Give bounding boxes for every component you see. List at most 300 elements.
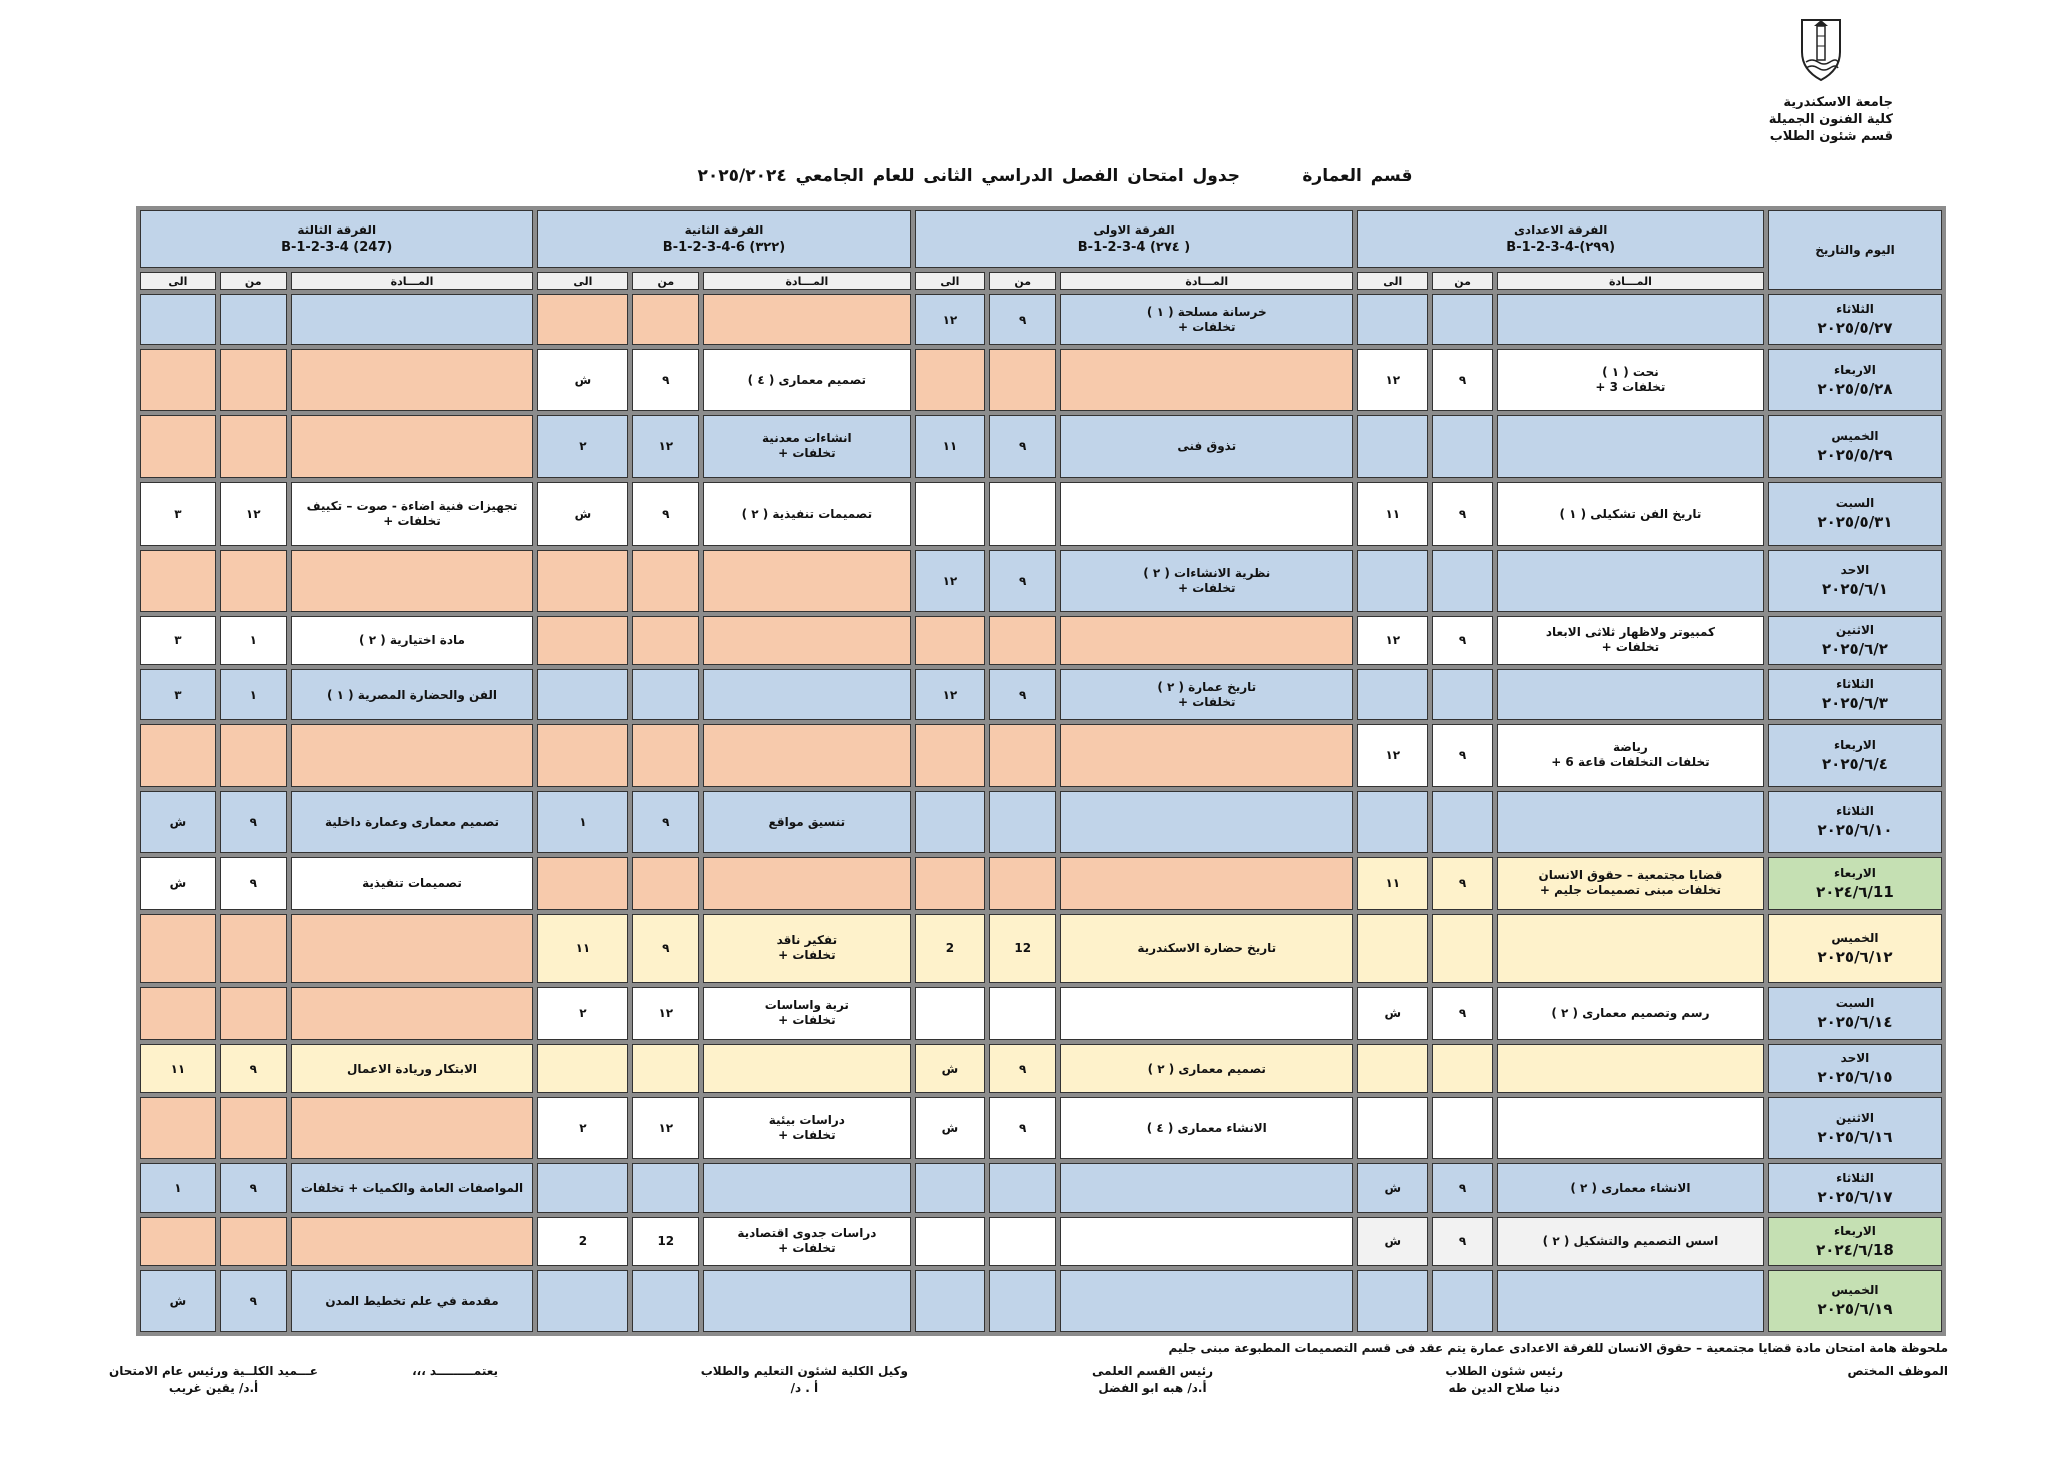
signature-title: الموظف المختص — [1847, 1364, 1948, 1378]
exam-subject — [1060, 1163, 1353, 1212]
exam-to — [1357, 415, 1428, 477]
exam-from — [1432, 294, 1493, 345]
group-name: الفرقة الثالثة — [297, 223, 377, 237]
schedule-row — [140, 1270, 1942, 1332]
subject-line: + تخلفات — [1178, 694, 1236, 709]
exam-subject — [1497, 857, 1764, 911]
exam-from — [989, 724, 1056, 786]
day-name: الخميس — [1831, 428, 1879, 443]
exam-subject — [1060, 550, 1353, 612]
col-to: الى — [1357, 272, 1428, 290]
schedule-body — [140, 294, 1942, 1332]
col-from: من — [989, 272, 1056, 290]
exam-from — [1432, 1097, 1493, 1159]
exam-subject: تاريخ حضارة الاسكندرية — [1060, 914, 1353, 983]
exam-from — [632, 669, 699, 720]
subject-line: + تخلفات — [778, 1241, 836, 1256]
exam-to: ١٢ — [915, 550, 986, 612]
exam-to: ١٢ — [915, 294, 986, 345]
exam-subject: الفن والحضارة المصرية ( ١ ) — [291, 669, 534, 720]
exam-to — [915, 349, 986, 411]
exam-date: ٢٠٢٥/٥/٢٧ — [1817, 319, 1893, 338]
exam-subject: تصميم معمارى وعمارة داخلية — [291, 791, 534, 853]
exam-subject: مادة اختيارية ( ٢ ) — [291, 616, 534, 665]
day-date-header: اليوم والتاريخ — [1768, 210, 1942, 290]
exam-to — [537, 294, 628, 345]
exam-from: ١ — [220, 669, 287, 720]
subject-line: خرسانة مسلحة ( ١ ) — [1146, 304, 1267, 319]
exam-to — [1357, 550, 1428, 612]
group-code: B-1-2-3-4 (٢٧٤ ) — [1077, 240, 1191, 255]
schedule-row — [140, 987, 1942, 1041]
exam-subject — [703, 669, 910, 720]
exam-from: ١٢ — [632, 987, 699, 1041]
exam-date: ٢٠٢٥/٦/١٦ — [1817, 1127, 1893, 1146]
exam-from — [989, 482, 1056, 546]
exam-from — [220, 415, 287, 477]
exam-from: ٩ — [632, 482, 699, 546]
day-cell — [1768, 294, 1942, 345]
exam-subject — [291, 415, 534, 477]
exam-date: ٢٠٢٥/٥/٢٩ — [1817, 445, 1893, 464]
exam-from — [989, 857, 1056, 911]
day-name: الاثنين — [1835, 1110, 1875, 1125]
exam-to: ش — [140, 791, 216, 853]
signature-title: رئيس شئون الطلاب — [1445, 1364, 1563, 1378]
exam-date: ٢٠٢٤/٦/11 — [1816, 882, 1894, 901]
exam-to: ش — [915, 1097, 986, 1159]
institution-header — [1769, 94, 1893, 145]
subject-line: + تخلفات — [778, 948, 836, 963]
exam-schedule-table — [136, 206, 1946, 1336]
day-cell — [1768, 724, 1942, 786]
subject-line: + تخلفات — [778, 446, 836, 461]
exam-from: ١٢ — [220, 482, 287, 546]
subject-line: تفكير ناقد — [776, 933, 838, 948]
col-to: الى — [140, 272, 216, 290]
group-name: الفرقة الثانية — [684, 223, 764, 237]
signature-block — [109, 1363, 318, 1397]
schedule-title: جدول امتحان الفصل الدراسي الثانى للعام الجامعي ٢٠٢٥/٢٠٢٤ — [697, 166, 1240, 186]
col-subject: المـــادة — [703, 272, 910, 290]
exam-subject: مقدمة في علم تخطيط المدن — [291, 1270, 534, 1332]
signature-title: يعتمـــــــــد ،،، — [412, 1364, 498, 1378]
exam-to — [140, 294, 216, 345]
exam-subject — [1497, 415, 1764, 477]
exam-to: 2 — [537, 1217, 628, 1266]
exam-from: ٩ — [1432, 857, 1493, 911]
exam-from — [220, 1217, 287, 1266]
subject-line: نظرية الانشاءات ( ٢ ) — [1143, 565, 1271, 580]
exam-subject: اسس التصميم والتشكيل ( ٢ ) — [1497, 1217, 1764, 1266]
day-cell — [1768, 857, 1942, 911]
exam-subject — [291, 550, 534, 612]
exam-date: ٢٠٢٥/٦/١٧ — [1817, 1187, 1893, 1206]
group-code: B-1-2-3-4 (247) — [281, 240, 393, 255]
signature-name: أ . د/ — [790, 1381, 819, 1395]
exam-subject: تذوق فنى — [1060, 415, 1353, 477]
exam-subject: تصميم معمارى ( ٤ ) — [703, 349, 910, 411]
group-name: الفرقة الاولى — [1093, 223, 1175, 237]
group-header — [1357, 210, 1764, 268]
signature-block — [1445, 1363, 1563, 1397]
schedule-row — [140, 1044, 1942, 1093]
exam-subject — [1497, 669, 1764, 720]
exam-subject — [1060, 987, 1353, 1041]
schedule-row — [140, 1217, 1942, 1266]
exam-subject — [1060, 1270, 1353, 1332]
exam-to: ١١ — [1357, 482, 1428, 546]
exam-subject — [1060, 1217, 1353, 1266]
exam-from — [220, 349, 287, 411]
exam-subject — [703, 550, 910, 612]
exam-subject — [291, 294, 534, 345]
exam-subject — [703, 415, 910, 477]
day-cell — [1768, 669, 1942, 720]
subject-line: + تخلفات مبنى تصميمات جليم — [1539, 883, 1721, 898]
subject-line: كمبيوتر ولاظهار ثلاثى الابعاد — [1545, 625, 1715, 640]
subject-line: + تخلفات — [1178, 580, 1236, 595]
exam-date: ٢٠٢٥/٦/١ — [1822, 580, 1888, 599]
exam-subject — [1060, 791, 1353, 853]
day-name: الاربعاء — [1834, 865, 1876, 880]
exam-from: ٩ — [989, 550, 1056, 612]
exam-from — [632, 1044, 699, 1093]
day-name: الاربعاء — [1834, 362, 1876, 377]
exam-to — [140, 987, 216, 1041]
exam-from — [1432, 1270, 1493, 1332]
exam-to: ١٢ — [1357, 724, 1428, 786]
schedule-row — [140, 669, 1942, 720]
schedule-row — [140, 857, 1942, 911]
exam-subject — [1497, 349, 1764, 411]
exam-to — [1357, 294, 1428, 345]
exam-from: ٩ — [1432, 482, 1493, 546]
exam-to: ٣ — [140, 482, 216, 546]
exam-to: ش — [1357, 1163, 1428, 1212]
exam-from — [632, 857, 699, 911]
exam-date: ٢٠٢٥/٥/٣١ — [1817, 513, 1893, 532]
signature-block — [1092, 1363, 1213, 1397]
exam-subject: الانشاء معمارى ( ٢ ) — [1497, 1163, 1764, 1212]
day-name: الخميس — [1831, 930, 1879, 945]
exam-from — [1432, 1044, 1493, 1093]
signature-block — [412, 1363, 498, 1380]
faculty-name: كلية الفنون الجميلة — [1768, 112, 1893, 127]
signature-title: وكيل الكلية لشئون التعليم والطلاب — [700, 1364, 908, 1378]
exam-subject — [1060, 857, 1353, 911]
exam-to — [915, 791, 986, 853]
exam-to: ١١ — [140, 1044, 216, 1093]
day-name: الثلاثاء — [1836, 804, 1874, 819]
exam-to — [537, 724, 628, 786]
exam-to — [1357, 1044, 1428, 1093]
exam-subject — [703, 1270, 910, 1332]
exam-from — [632, 294, 699, 345]
subject-line: + تخلفات — [778, 1128, 836, 1143]
subject-line: + تخلفات — [778, 1013, 836, 1028]
exam-from: 12 — [989, 914, 1056, 983]
day-cell — [1768, 482, 1942, 546]
schedule-row — [140, 791, 1942, 853]
exam-from: ٩ — [1432, 349, 1493, 411]
schedule-row — [140, 415, 1942, 477]
schedule-row — [140, 550, 1942, 612]
col-from: من — [632, 272, 699, 290]
exam-to — [537, 616, 628, 665]
subject-line: دراسات بيئية — [768, 1113, 845, 1128]
exam-from: ٩ — [989, 669, 1056, 720]
exam-to — [140, 349, 216, 411]
exam-from: ٩ — [989, 1097, 1056, 1159]
exam-subject — [703, 724, 910, 786]
exam-subject — [703, 1044, 910, 1093]
exam-to — [140, 1097, 216, 1159]
exam-to — [1357, 1097, 1428, 1159]
exam-to — [915, 1270, 986, 1332]
signature-name: أ.د/ هبه ابو الفضل — [1098, 1381, 1207, 1395]
exam-to — [1357, 1270, 1428, 1332]
exam-from: ٩ — [632, 349, 699, 411]
exam-to — [1357, 791, 1428, 853]
exam-from — [220, 724, 287, 786]
exam-subject: المواصفات العامة والكميات + تخلفات — [291, 1163, 534, 1212]
exam-from — [1432, 669, 1493, 720]
day-name: الخميس — [1831, 1283, 1879, 1298]
subject-line: نحت ( ١ ) — [1602, 365, 1659, 380]
exam-to — [537, 1270, 628, 1332]
exam-from — [989, 791, 1056, 853]
exam-subject — [1060, 724, 1353, 786]
exam-from: ٩ — [1432, 1163, 1493, 1212]
exam-to — [537, 857, 628, 911]
day-cell — [1768, 791, 1942, 853]
exam-from — [989, 1163, 1056, 1212]
exam-from: ٩ — [989, 415, 1056, 477]
exam-to — [915, 724, 986, 786]
day-cell — [1768, 550, 1942, 612]
exam-subject — [291, 1097, 534, 1159]
day-cell — [1768, 1163, 1942, 1212]
subject-line: + تخلفات — [1178, 319, 1236, 334]
exam-from — [989, 1270, 1056, 1332]
exam-from — [632, 1163, 699, 1212]
exam-subject — [1497, 294, 1764, 345]
exam-from: ٩ — [1432, 1217, 1493, 1266]
exam-subject: رسم وتصميم معمارى ( ٢ ) — [1497, 987, 1764, 1041]
exam-from — [1432, 914, 1493, 983]
exam-subject — [291, 482, 534, 546]
exam-subject — [703, 914, 910, 983]
signature-name: أ.د/ يقين غريب — [168, 1381, 259, 1395]
exam-from: ٩ — [220, 1270, 287, 1332]
col-to: الى — [915, 272, 986, 290]
exam-from: ٩ — [1432, 616, 1493, 665]
exam-from: ١٢ — [632, 1097, 699, 1159]
group-header — [915, 210, 1354, 268]
day-cell — [1768, 1270, 1942, 1332]
exam-to: ٣ — [140, 669, 216, 720]
exam-date: ٢٠٢٥/٦/١٤ — [1817, 1012, 1893, 1031]
schedule-row — [140, 349, 1942, 411]
group-name: الفرقة الاعدادى — [1513, 223, 1608, 237]
exam-from: ٩ — [220, 1044, 287, 1093]
exam-from: ١ — [220, 616, 287, 665]
exam-date: ٢٠٢٥/٦/١٢ — [1817, 947, 1893, 966]
exam-subject — [703, 1097, 910, 1159]
schedule-row — [140, 616, 1942, 665]
exam-to — [537, 669, 628, 720]
exam-subject: الانشاء معمارى ( ٤ ) — [1060, 1097, 1353, 1159]
col-to: الى — [537, 272, 628, 290]
exam-to — [140, 1217, 216, 1266]
day-name: الثلاثاء — [1836, 1170, 1874, 1185]
exam-subject — [703, 987, 910, 1041]
exam-from — [989, 616, 1056, 665]
day-name: السبت — [1835, 496, 1875, 511]
exam-subject: تاريخ الفن تشكيلى ( ١ ) — [1497, 482, 1764, 546]
day-name: الاربعاء — [1834, 737, 1876, 752]
exam-to: ٣ — [140, 616, 216, 665]
exam-subject — [1060, 294, 1353, 345]
exam-subject: تصميمات تنفيذية ( ٢ ) — [703, 482, 910, 546]
day-cell — [1768, 1217, 1942, 1266]
department-name: قسم شئون الطلاب — [1769, 129, 1893, 144]
exam-date: ٢٠٢٤/٦/18 — [1816, 1240, 1894, 1259]
exam-subject — [291, 1217, 534, 1266]
exam-from — [632, 616, 699, 665]
subject-line: قضايا مجتمعية – حقوق الانسان — [1538, 868, 1723, 883]
exam-from — [1432, 791, 1493, 853]
exam-from — [989, 1217, 1056, 1266]
exam-to: ١٢ — [1357, 616, 1428, 665]
day-name: الثلاثاء — [1836, 677, 1874, 692]
exam-from — [220, 914, 287, 983]
day-cell — [1768, 1044, 1942, 1093]
subject-line: انشاءات معدنية — [762, 431, 852, 446]
exam-subject — [291, 914, 534, 983]
day-cell — [1768, 349, 1942, 411]
exam-from — [632, 1270, 699, 1332]
exam-to — [140, 724, 216, 786]
col-subject: المـــادة — [1060, 272, 1353, 290]
exam-subject — [1497, 1044, 1764, 1093]
day-cell — [1768, 415, 1942, 477]
subject-line: دراسات جدوى اقتصادية — [737, 1226, 877, 1241]
exam-to: ١١ — [1357, 857, 1428, 911]
exam-from — [989, 349, 1056, 411]
group-code: B-1-2-3-4-(٢٩٩) — [1506, 240, 1616, 255]
col-from: من — [1432, 272, 1493, 290]
column-header-row — [140, 272, 1942, 290]
exam-date: ٢٠٢٥/٦/٢ — [1822, 639, 1888, 658]
exam-to — [140, 550, 216, 612]
exam-subject — [1060, 616, 1353, 665]
exam-from: 12 — [632, 1217, 699, 1266]
signature-block — [1847, 1363, 1948, 1380]
exam-to — [915, 987, 986, 1041]
exam-subject — [291, 349, 534, 411]
day-name: الثلاثاء — [1836, 302, 1874, 317]
schedule-row — [140, 1097, 1942, 1159]
exam-to: ش — [140, 857, 216, 911]
exam-to — [915, 616, 986, 665]
subject-line: + تخلفات التخلفات قاعة 6 — [1551, 755, 1710, 770]
col-subject: المـــادة — [1497, 272, 1764, 290]
subject-line: + تخلفات 3 — [1595, 380, 1666, 395]
exam-subject — [1497, 724, 1764, 786]
exam-date: ٢٠٢٥/٦/٣ — [1822, 694, 1888, 713]
exam-to: ١٢ — [915, 669, 986, 720]
exam-from: ٩ — [632, 914, 699, 983]
exam-to — [915, 1217, 986, 1266]
exam-subject — [703, 616, 910, 665]
exam-from — [1432, 550, 1493, 612]
subject-line: + تخلفات — [1601, 640, 1660, 655]
exam-to: ١ — [537, 791, 628, 853]
exam-from — [220, 550, 287, 612]
university-name: جامعة الاسكندرية — [1783, 95, 1893, 110]
exam-from — [632, 724, 699, 786]
exam-to: ١١ — [537, 914, 628, 983]
exam-date: ٢٠٢٥/٦/١٩ — [1817, 1300, 1893, 1319]
group-header-row — [140, 210, 1942, 268]
exam-to — [915, 482, 986, 546]
day-cell — [1768, 987, 1942, 1041]
exam-from — [220, 1097, 287, 1159]
exam-to: ١١ — [915, 415, 986, 477]
exam-subject: تنسيق مواقع — [703, 791, 910, 853]
signature-title: رئيس القسم العلمى — [1092, 1364, 1213, 1378]
group-code: B-1-2-3-4-6 (٣٢٢) — [662, 240, 786, 255]
exam-from: ٩ — [989, 294, 1056, 345]
day-cell — [1768, 914, 1942, 983]
exam-to: ش — [1357, 1217, 1428, 1266]
exam-to: ش — [537, 482, 628, 546]
schedule-row — [140, 482, 1942, 546]
dept-title: قسم العمارة — [1302, 166, 1413, 186]
exam-to: ١ — [140, 1163, 216, 1212]
col-subject: المـــادة — [291, 272, 534, 290]
exam-to — [537, 1044, 628, 1093]
day-name: الاربعاء — [1834, 1223, 1876, 1238]
exam-to: ١٢ — [1357, 349, 1428, 411]
exam-subject — [1497, 616, 1764, 665]
exam-from — [989, 987, 1056, 1041]
exam-subject — [1060, 349, 1353, 411]
footnote: ملحوظة هامة امتحان مادة قضايا مجتمعية – حقوق الانسان للفرقة الاعدادى عمارة يتم عقد فى قسم التصميمات المطبوعة مبنى جليم — [1168, 1341, 1948, 1355]
exam-from: ٩ — [1432, 987, 1493, 1041]
subject-line: رياضة — [1613, 740, 1648, 755]
exam-from: ١٢ — [632, 415, 699, 477]
exam-subject — [703, 1217, 910, 1266]
subject-line: تربة واساسات — [764, 998, 849, 1013]
signature-title: عـــميد الكلــية ورئيس عام الامتحان — [109, 1364, 318, 1378]
exam-date: ٢٠٢٥/٦/٤ — [1822, 754, 1888, 773]
day-name: السبت — [1835, 995, 1875, 1010]
exam-from — [1432, 415, 1493, 477]
day-name: الاحد — [1840, 563, 1870, 578]
exam-subject — [1060, 482, 1353, 546]
schedule-row — [140, 294, 1942, 345]
exam-subject: تصميمات تنفيذية — [291, 857, 534, 911]
exam-subject — [1497, 914, 1764, 983]
exam-to: 2 — [915, 914, 986, 983]
exam-to — [537, 550, 628, 612]
day-cell — [1768, 1097, 1942, 1159]
exam-to — [140, 914, 216, 983]
exam-to: ٢ — [537, 415, 628, 477]
